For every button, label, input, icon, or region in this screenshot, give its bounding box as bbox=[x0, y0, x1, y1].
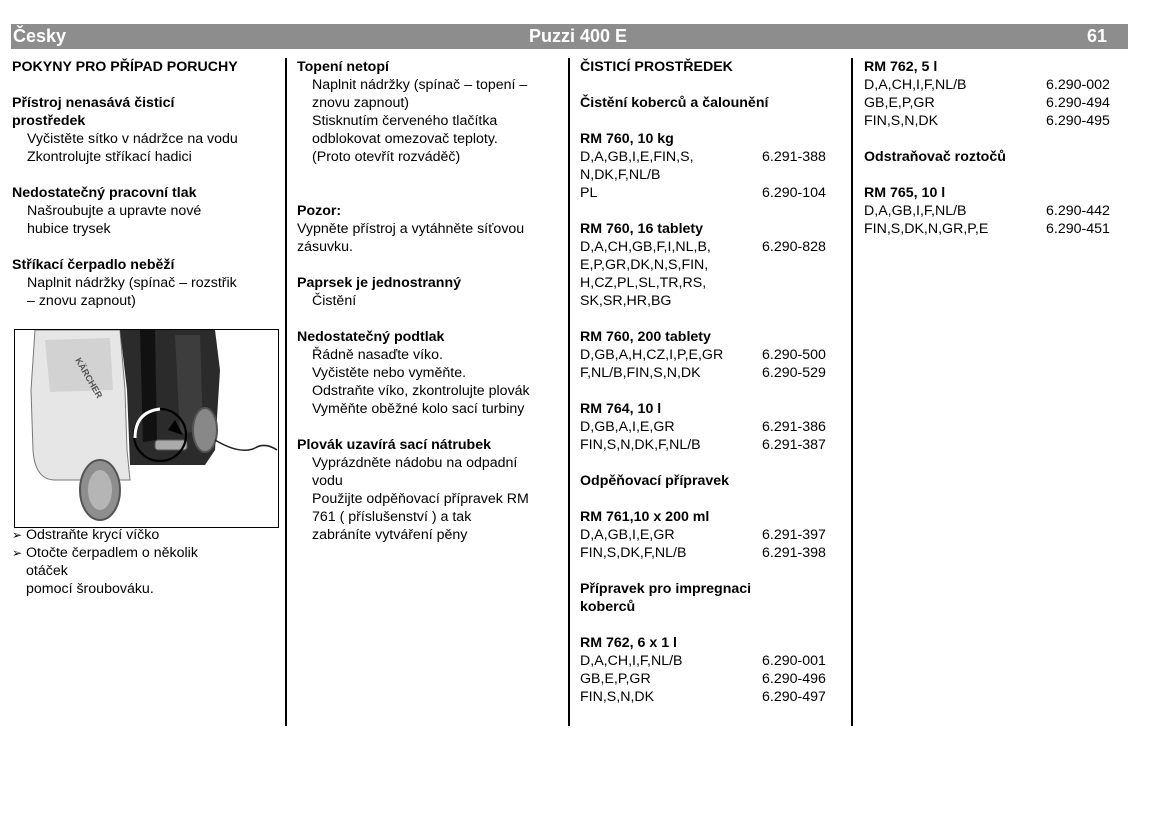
product-row: GB,E,P,GR 6.290-494 bbox=[864, 95, 1110, 111]
product-row: FIN,S,DK,N,GR,P,E 6.290-451 bbox=[864, 221, 1110, 237]
column-divider bbox=[851, 58, 853, 726]
bullet-arrow-icon: ➢ bbox=[12, 528, 23, 542]
remedy-text: Řádně nasaďte víko. bbox=[312, 347, 443, 363]
figure-steps bbox=[12, 526, 280, 598]
fault-title: Stříkací čerpadlo neběží bbox=[12, 257, 175, 273]
product-row: PL 6.290-104 bbox=[580, 185, 826, 201]
order-number: 6.291-388 bbox=[762, 149, 826, 165]
product-title: RM 761,10 x 200 ml bbox=[580, 509, 710, 525]
list-item: ➢ Odstraňte krycí víčko bbox=[12, 527, 160, 543]
product-row: N,DK,F,NL/B bbox=[580, 167, 661, 183]
brand-logo-text: KÄRCHER bbox=[73, 356, 105, 400]
fault-title: Nedostatečný pracovní tlak bbox=[12, 185, 197, 201]
product-row: F,NL/B,FIN,S,N,DK 6.290-529 bbox=[580, 365, 826, 381]
list-item: ➢ Otočte čerpadlem o několik bbox=[12, 545, 198, 561]
remedy-text: hubice trysek bbox=[27, 221, 111, 237]
warning-title: Pozor: bbox=[297, 203, 342, 219]
category-title: koberců bbox=[580, 599, 636, 615]
product-row: FIN,S,N,DK 6.290-497 bbox=[580, 689, 826, 705]
order-number: 6.290-496 bbox=[762, 671, 826, 687]
product-title: RM 760, 200 tablety bbox=[580, 329, 711, 345]
product-row: FIN,S,N,DK,F,NL/B 6.291-387 bbox=[580, 437, 826, 453]
category-title: Odpěňovací přípravek bbox=[580, 473, 730, 489]
order-number: 6.290-451 bbox=[1046, 221, 1110, 237]
order-number: 6.290-442 bbox=[1046, 203, 1110, 219]
order-number: 6.291-387 bbox=[762, 437, 826, 453]
product-title: RM 762, 5 l bbox=[864, 59, 938, 75]
remedy-text: Naplnit nádržky (spínač – topení – bbox=[312, 77, 528, 93]
column-divider bbox=[568, 58, 570, 726]
fault-title: Nedostatečný podtlak bbox=[297, 329, 445, 345]
product-row: D,A,GB,I,F,NL/B 6.290-442 bbox=[864, 203, 1110, 219]
warning-text: zásuvku. bbox=[297, 239, 353, 255]
document-title: Puzzi 400 E bbox=[528, 26, 628, 46]
remedy-text: Našroubujte a upravte nové bbox=[27, 203, 202, 219]
product-row: D,A,CH,GB,F,I,NL,B, 6.290-828 bbox=[580, 239, 826, 255]
remedy-text: – znovu zapnout) bbox=[27, 293, 136, 309]
fault-title: Paprsek je jednostranný bbox=[297, 275, 462, 291]
list-item-cont: pomocí šroubováku. bbox=[26, 581, 154, 597]
remedy-text: Vyčistěte sítko v nádržce na vodu bbox=[27, 131, 238, 147]
product-row: D,A,CH,I,F,NL/B 6.290-001 bbox=[580, 653, 826, 669]
remedy-text: znovu zapnout) bbox=[312, 95, 410, 111]
order-number: 6.290-001 bbox=[762, 653, 826, 669]
page-header bbox=[11, 24, 1128, 49]
order-number: 6.290-828 bbox=[762, 239, 826, 255]
column-divider bbox=[285, 58, 287, 726]
order-number: 6.290-495 bbox=[1046, 113, 1110, 129]
fault-title: Topení netopí bbox=[297, 59, 389, 75]
remedy-text: Vyměňte oběžné kolo sací turbiny bbox=[312, 401, 525, 417]
order-number: 6.290-497 bbox=[762, 689, 826, 705]
remedy-text: Vyprázdněte nádobu na odpadní bbox=[312, 455, 518, 471]
product-title: RM 760, 10 kg bbox=[580, 131, 674, 147]
list-item-cont: otáček bbox=[26, 563, 68, 579]
warning-text: Vypněte přístroj a vytáhněte síťovou bbox=[297, 221, 525, 237]
order-number: 6.290-002 bbox=[1046, 77, 1110, 93]
language-label: Česky bbox=[13, 26, 67, 46]
pump-drawing bbox=[15, 330, 278, 527]
remedy-text: Odstraňte víko, zkontrolujte plovák bbox=[312, 383, 530, 399]
page-number: 61 bbox=[1086, 26, 1107, 46]
remedy-text: Vyčistěte nebo vyměňte. bbox=[312, 365, 467, 381]
remedy-text: vodu bbox=[312, 473, 343, 489]
fault-title: prostředek bbox=[12, 113, 86, 129]
product-title: RM 760, 16 tablety bbox=[580, 221, 704, 237]
fault-title: Přístroj nenasává čisticí bbox=[12, 95, 175, 111]
product-row: FIN,S,DK,F,NL/B 6.291-398 bbox=[580, 545, 826, 561]
product-title: RM 762, 6 x 1 l bbox=[580, 635, 677, 651]
remedy-text: Naplnit nádržky (spínač – rozstřik bbox=[27, 275, 237, 291]
remedy-text: 761 ( příslušenství ) a tak bbox=[312, 509, 472, 525]
order-number: 6.291-386 bbox=[762, 419, 826, 435]
section-heading: ČISTICÍ PROSTŘEDEK bbox=[580, 59, 733, 75]
column-faults-2 bbox=[297, 58, 562, 544]
product-row: SK,SR,HR,BG bbox=[580, 293, 672, 309]
fault-title: Plovák uzavírá sací nátrubek bbox=[297, 437, 491, 453]
category-title: Čistění koberců a čalounění bbox=[580, 95, 769, 111]
product-title: RM 765, 10 l bbox=[864, 185, 946, 201]
product-row: D,A,CH,I,F,NL/B 6.290-002 bbox=[864, 77, 1110, 93]
product-row: D,GB,A,I,E,GR 6.291-386 bbox=[580, 419, 826, 435]
remedy-text: Zkontrolujte stříkací hadici bbox=[27, 149, 192, 165]
section-heading: POKYNY PRO PŘÍPAD PORUCHY bbox=[12, 59, 238, 75]
bullet-arrow-icon: ➢ bbox=[12, 546, 23, 560]
category-title: Přípravek pro impregnaci bbox=[580, 581, 752, 597]
product-row: GB,E,P,GR 6.290-496 bbox=[580, 671, 826, 687]
product-row: D,A,GB,I,E,GR 6.291-397 bbox=[580, 527, 826, 543]
product-row: D,GB,A,H,CZ,I,P,E,GR 6.290-500 bbox=[580, 347, 826, 363]
remedy-text: zabráníte vytváření pěny bbox=[312, 527, 468, 543]
order-number: 6.291-398 bbox=[762, 545, 826, 561]
remedy-text: Stisknutím červeného tlačítka bbox=[312, 113, 498, 129]
order-number: 6.290-494 bbox=[1046, 95, 1110, 111]
order-number: 6.290-104 bbox=[762, 185, 826, 201]
order-number: 6.290-500 bbox=[762, 347, 826, 363]
product-row: FIN,S,N,DK 6.290-495 bbox=[864, 113, 1110, 129]
pump-illustration bbox=[14, 329, 279, 528]
column-detergents-2 bbox=[864, 58, 1122, 238]
remedy-text: Použijte odpěňovací přípravek RM bbox=[312, 491, 529, 507]
category-title: Odstraňovač roztočů bbox=[864, 149, 1006, 165]
column-detergents bbox=[580, 58, 838, 706]
order-number: 6.290-529 bbox=[762, 365, 826, 381]
remedy-text: Čistění bbox=[312, 293, 357, 309]
remedy-text: odblokovat omezovač teploty. bbox=[312, 131, 498, 147]
product-title: RM 764, 10 l bbox=[580, 401, 662, 417]
column-troubleshooting bbox=[12, 58, 280, 310]
order-number: 6.291-397 bbox=[762, 527, 826, 543]
product-row: H,CZ,PL,SL,TR,RS, bbox=[580, 275, 707, 291]
product-row: D,A,GB,I,E,FIN,S, 6.291-388 bbox=[580, 149, 826, 165]
remedy-text: (Proto otevřít rozváděč) bbox=[312, 149, 461, 165]
product-row: E,P,GR,DK,N,S,FIN, bbox=[580, 257, 709, 273]
